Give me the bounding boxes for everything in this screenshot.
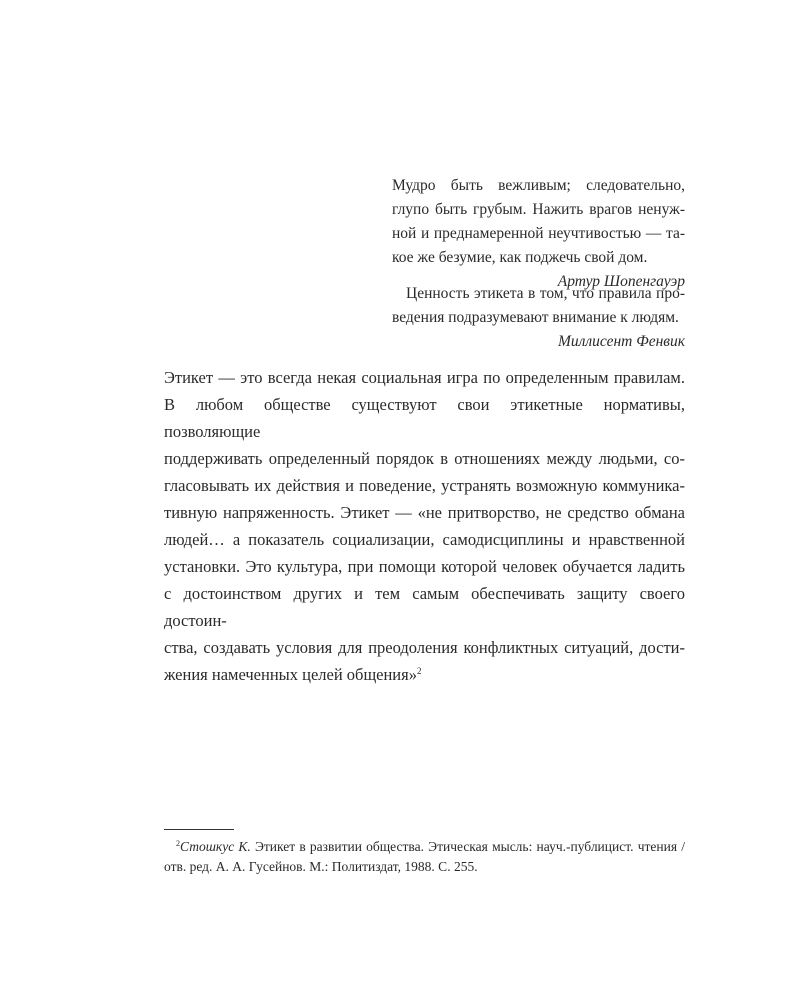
epigraph-author: Артур Шопенгауэр <box>557 273 685 290</box>
epigraph-fenwick <box>392 282 685 354</box>
epigraph-line: Ценность этикета в том, что правила про- <box>406 285 685 302</box>
paragraph-line: поддерживать определенный порядок в отношениях между людьми, со- <box>164 449 685 468</box>
epigraph-line: Мудро быть вежливым; следовательно, <box>392 177 685 194</box>
footnote-marker: 2 <box>176 839 180 848</box>
body-paragraph <box>164 364 685 688</box>
epigraph-line: ведения подразумевают внимание к людям. <box>392 309 679 326</box>
footnote-line: отв. ред. А. А. Гусейнов. М.: Политиздат, 1988. С. 255. <box>164 859 478 874</box>
paragraph-line: гласовывать их действия и поведение, устранять возможную коммуника- <box>164 476 685 495</box>
epigraph-author: Миллисент Фенвик <box>557 333 685 350</box>
footnote-line <box>164 837 685 857</box>
paragraph-line-last <box>164 661 685 688</box>
footnote-reference[interactable]: 2 <box>416 666 422 676</box>
footnote-author: Стошкус К. <box>180 839 251 854</box>
footnote <box>164 837 685 877</box>
paragraph-line: с достоинством других и тем самым обеспечивать защиту своего достоин- <box>164 584 685 630</box>
footnote-citation: Этикет в развитии общества. Этическая мысль: науч.-публицист. чтения / <box>250 839 685 854</box>
paragraph-line: ства, создавать условия для преодоления конфликтных ситуаций, дости- <box>164 638 685 657</box>
epigraph-line: глупо быть грубым. Нажить врагов ненуж- <box>392 201 685 218</box>
footnote-separator <box>164 829 234 830</box>
epigraph-line: ной и преднамеренной неучтивостью — та- <box>392 225 685 242</box>
paragraph-line: тивную напряженность. Этикет — «не притворство, не средство обмана <box>164 503 685 522</box>
paragraph-line: установки. Это культура, при помощи которой человек обучается ладить <box>164 557 685 576</box>
paragraph-line: Этикет — это всегда некая социальная игра по определенным правилам. <box>164 368 685 387</box>
epigraph-schopenhauer <box>392 174 685 294</box>
paragraph-line: людей… а показатель социализации, самодисциплины и нравственной <box>164 530 685 549</box>
paragraph-line-text: жения намеченных целей общения» <box>164 665 417 684</box>
epigraph-line: кое же безумие, как поджечь свой дом. <box>392 249 648 266</box>
paragraph-line: В любом обществе существуют свои этикетные нормативы, позволяющие <box>164 395 685 441</box>
